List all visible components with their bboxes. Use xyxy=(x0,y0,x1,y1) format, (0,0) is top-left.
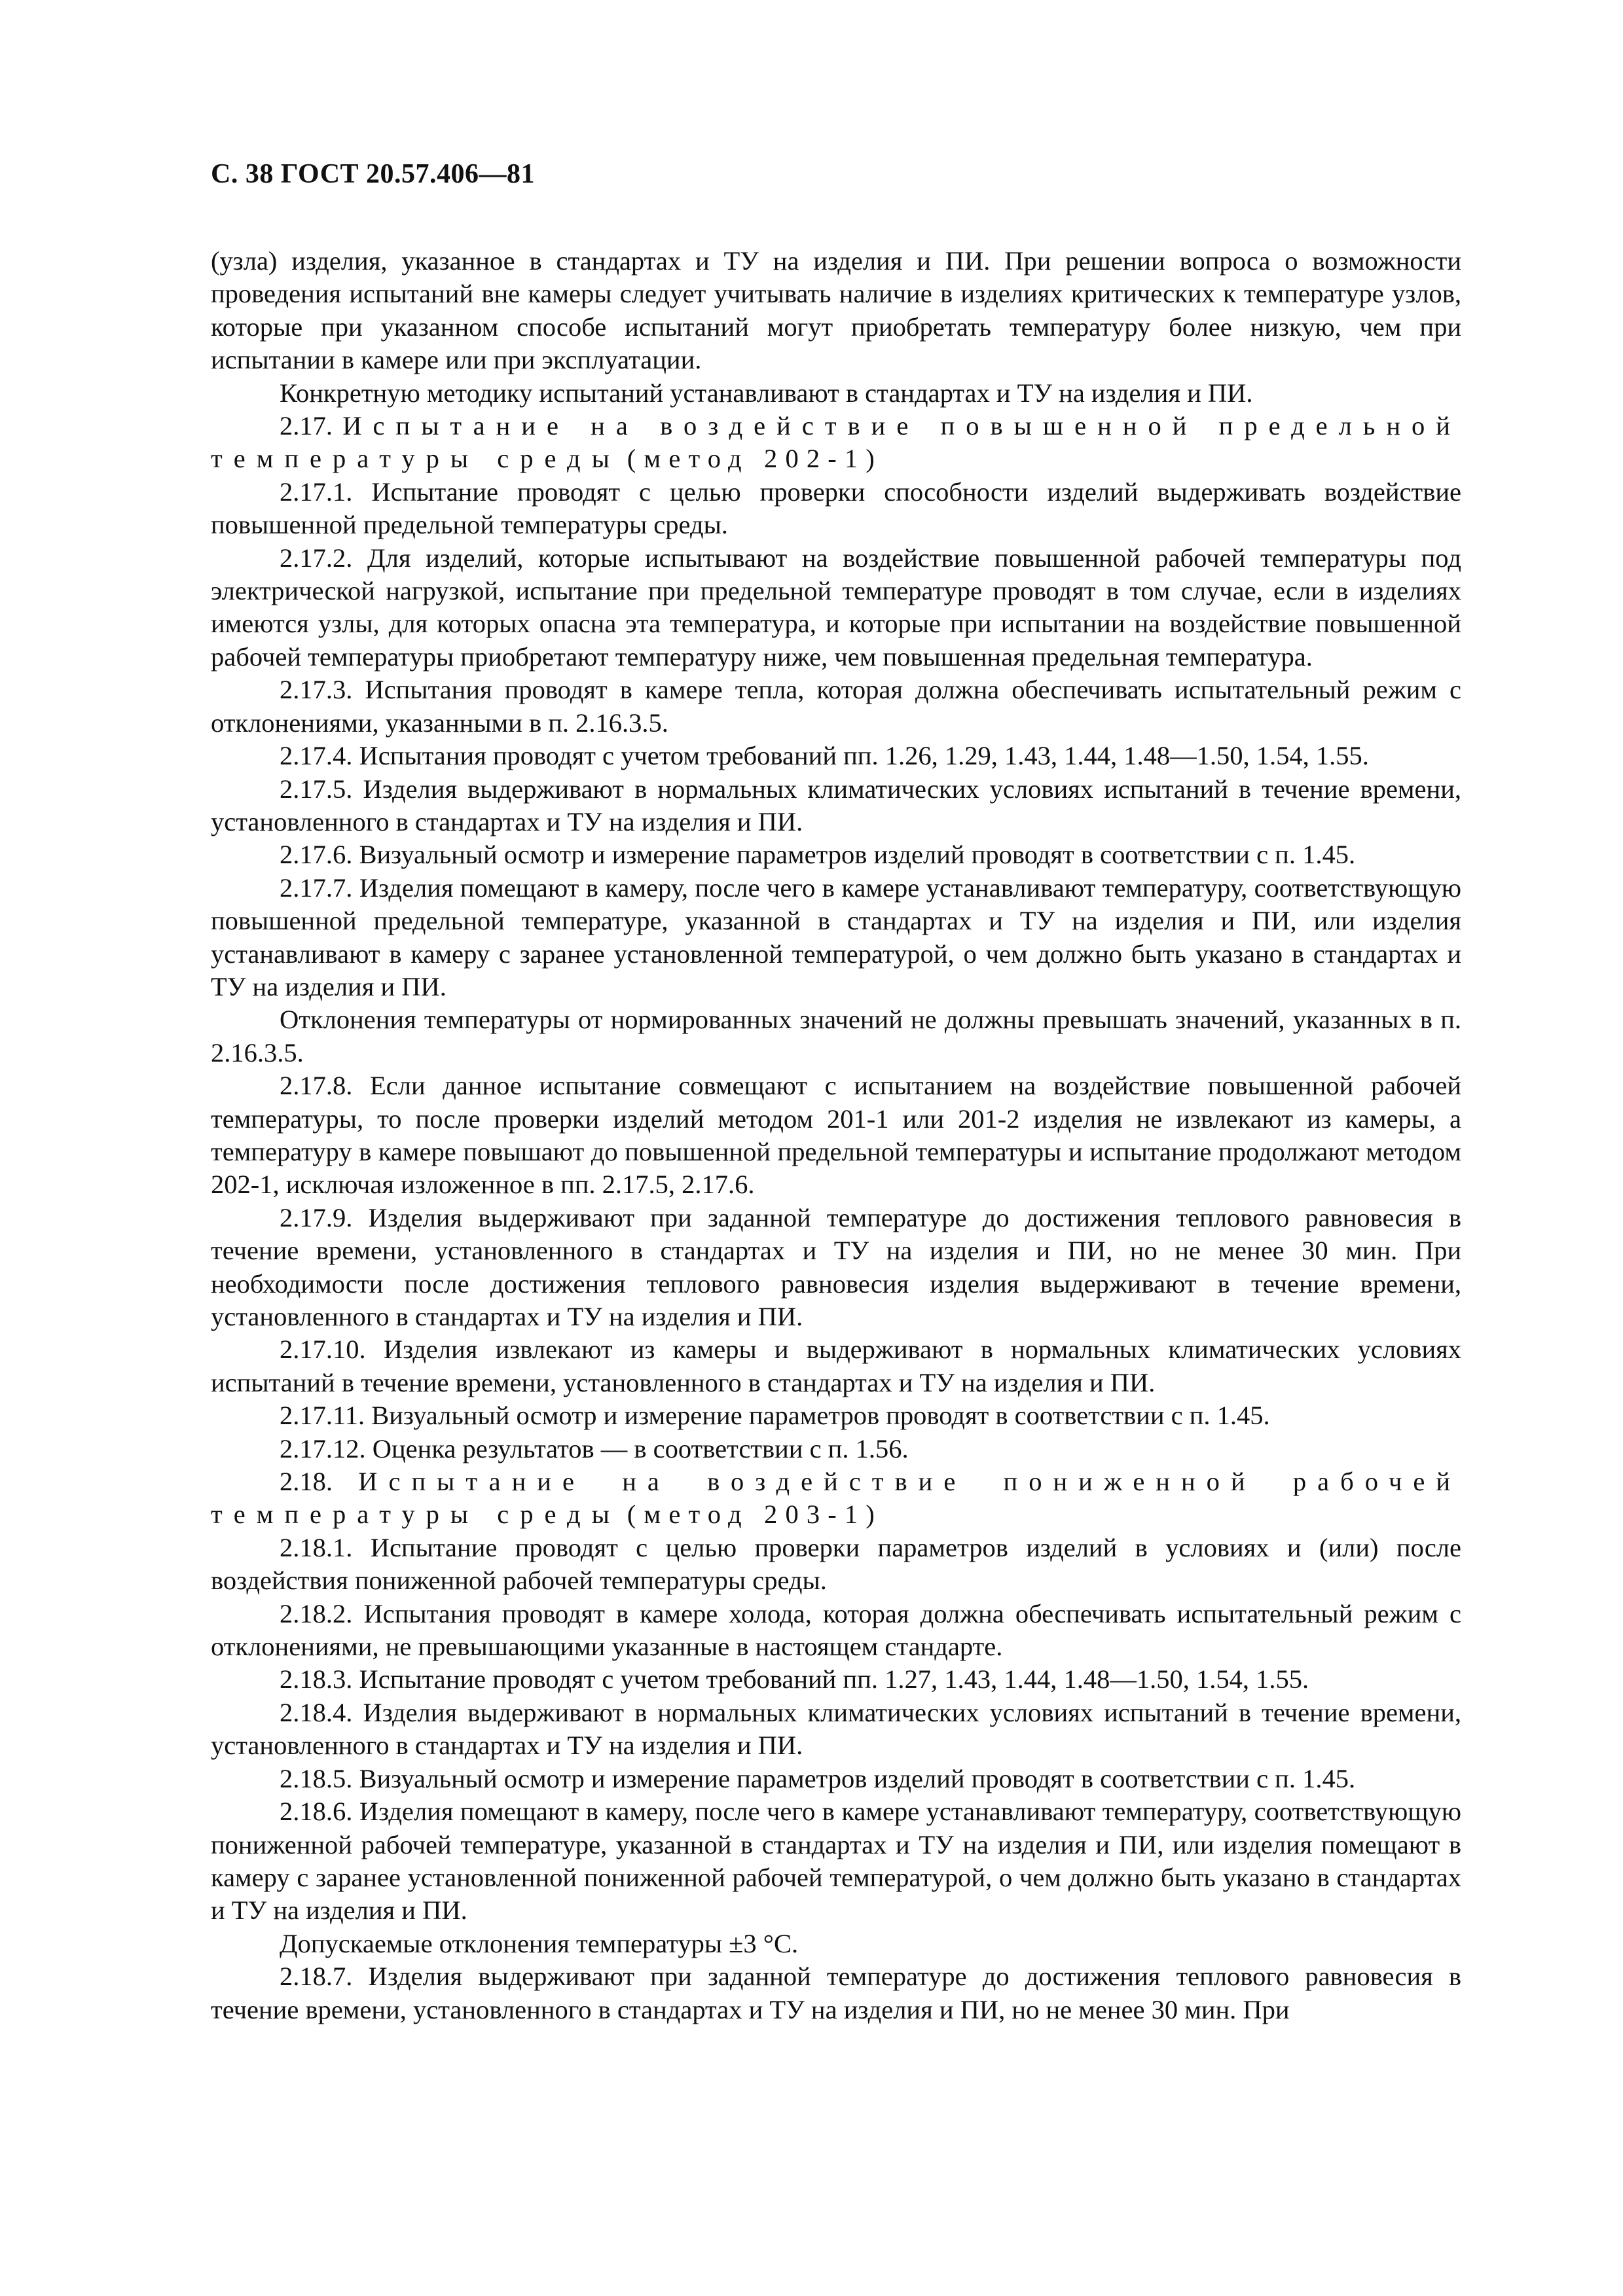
section-heading-2-18 xyxy=(211,1465,1461,1532)
paragraph: 2.17.5. Изделия выдерживают в нормальных климатических условиях испытаний в течение времени, установленного в стандартах и ТУ на изделия и ПИ. xyxy=(211,774,1461,836)
paragraph: 2.17.11. Визуальный осмотр и измерение параметров проводят в соответствии с п. 1.45. xyxy=(280,1401,1270,1431)
paragraph: 2.17.3. Испытания проводят в камере тепла, которая должна обеспечивать испытательный режим с отклонениями, указанными в п. 2.16.3.5. xyxy=(211,675,1461,738)
paragraph: (узла) изделия, указанное в стандартах и ТУ на изделия и ПИ. При решении вопроса о возможности проведения испытаний вне камеры следует учитывать наличие в изделиях критических к температуре узлов, которые при указанном способе испытаний могут приобретать температуру более низкую, чем при испытании в камере или при эксплуатации. xyxy=(211,246,1461,375)
paragraph: 2.18.2. Испытания проводят в камере холода, которая должна обеспечивать испытательный режим с отклонениями, не превышающими указанные в настоящем стандарте. xyxy=(211,1598,1461,1662)
paragraph: 2.17.1. Испытание проводят с целью проверки способности изделий выдерживать воздействие повышенной предельной температуры среды. xyxy=(211,476,1461,540)
paragraph: 2.18.5. Визуальный осмотр и измерение параметров изделий проводят в соответствии с п. 1.45. xyxy=(280,1763,1356,1793)
section-heading-2-17 xyxy=(211,410,1461,476)
paragraph: 2.18.1. Испытание проводят с целью проверки параметров изделий в условиях и (или) после воздействия пониженной рабочей температуры среды. xyxy=(211,1532,1461,1596)
paragraph: 2.17.10. Изделия извлекают из камеры и выдерживают в нормальных климатических условиях испытаний в течение времени, установленного в стандартах и ТУ на изделия и ПИ. xyxy=(211,1335,1461,1397)
paragraph: 2.18.4. Изделия выдерживают в нормальных климатических условиях испытаний в течение времени, установленного в стандартах и ТУ на изделия и ПИ. xyxy=(211,1697,1461,1761)
paragraph: 2.17.8. Если данное испытание совмещают с испытанием на воздействие повышенной рабочей температуры, то после проверки изделий методом 201-1 или 201-2 изделия не извлекают из камеры, а температуру в камере повышают до повышенной предельной температуры и испытание продолжают методом 202-1, исключая изложенное в пп. 2.17.5, 2.17.6. xyxy=(211,1071,1461,1200)
paragraph: Допускаемые отклонения температуры ±3 °С. xyxy=(280,1928,799,1958)
paragraph: 2.17.12. Оценка результатов — в соответствии с п. 1.56. xyxy=(280,1433,909,1463)
paragraph: 2.17.7. Изделия помещают в камеру, после чего в камере устанавливают температуру, соответствующую повышенной предельной температуре, указанной в стандартах и ТУ на изделия и ПИ, или изделия устанавливают в камеру с заранее установленной температурой, о чем должно быть указано в стандартах и ТУ на изделия и ПИ. xyxy=(211,872,1461,1001)
document-page xyxy=(211,156,1461,2026)
paragraph: 2.18.3. Испытание проводят с учетом требований пп. 1.27, 1.43, 1.44, 1.48—1.50, 1.54, 1.55. xyxy=(280,1664,1309,1695)
paragraph: 2.17.2. Для изделий, которые испытывают на воздействие повышенной рабочей температуры под электрической нагрузкой, испытание при предельной температуре проводят в том случае, если в изделиях имеются узлы, для которых опасна эта температура, и которые при испытании на воздействие повышенной рабочей температуры приобретают температуру ниже, чем повышенная предельная температура. xyxy=(211,543,1461,672)
paragraph: Конкретную методику испытаний устанавливают в стандартах и ТУ на изделия и ПИ. xyxy=(280,378,1253,408)
section-number: 2.18. xyxy=(280,1467,333,1497)
section-method: (метод 202-1) xyxy=(627,444,883,474)
paragraph: 2.18.6. Изделия помещают в камеру, после чего в камере устанавливают температуру, соответствующую пониженной рабочей температуре, указанной в стандартах и ТУ на изделия и ПИ, или изделия помещают в камеру с заранее установленной пониженной рабочей температурой, о чем должно быть указано в стандартах и ТУ на изделия и ПИ. xyxy=(211,1797,1461,1926)
section-title: Испытание на воздействие пониженной рабочей температуры среды xyxy=(211,1467,1462,1530)
page-header: С. 38 ГОСТ 20.57.406—81 xyxy=(211,159,536,189)
section-title: Испытание на воздействие повышенной предельной температуры среды xyxy=(211,411,1461,474)
section-number: 2.17. xyxy=(280,411,333,441)
paragraph: Отклонения температуры от нормированных значений не должны превышать значений, указанных в п. 2.16.3.5. xyxy=(211,1005,1461,1067)
paragraph: 2.17.6. Визуальный осмотр и измерение параметров изделий проводят в соответствии с п. 1.45. xyxy=(280,840,1356,870)
paragraph: 2.17.4. Испытания проводят с учетом требований пп. 1.26, 1.29, 1.43, 1.44, 1.48—1.50, 1.54, 1.55. xyxy=(280,741,1369,771)
section-method: (метод 203-1) xyxy=(627,1499,883,1530)
paragraph: 2.17.9. Изделия выдерживают при заданной температуре до достижения теплового равновесия в течение времени, установленного в стандартах и ТУ на изделия и ПИ, но не менее 30 мин. При необходимости после достижения теплового равновесия изделия выдерживают в течение времени, установленного в стандартах и ТУ на изделия и ПИ. xyxy=(211,1202,1461,1331)
paragraph: 2.18.7. Изделия выдерживают при заданной температуре до достижения теплового равновесия в течение времени, установленного в стандартах и ТУ на изделия и ПИ, но не менее 30 мин. При xyxy=(211,1962,1461,2024)
